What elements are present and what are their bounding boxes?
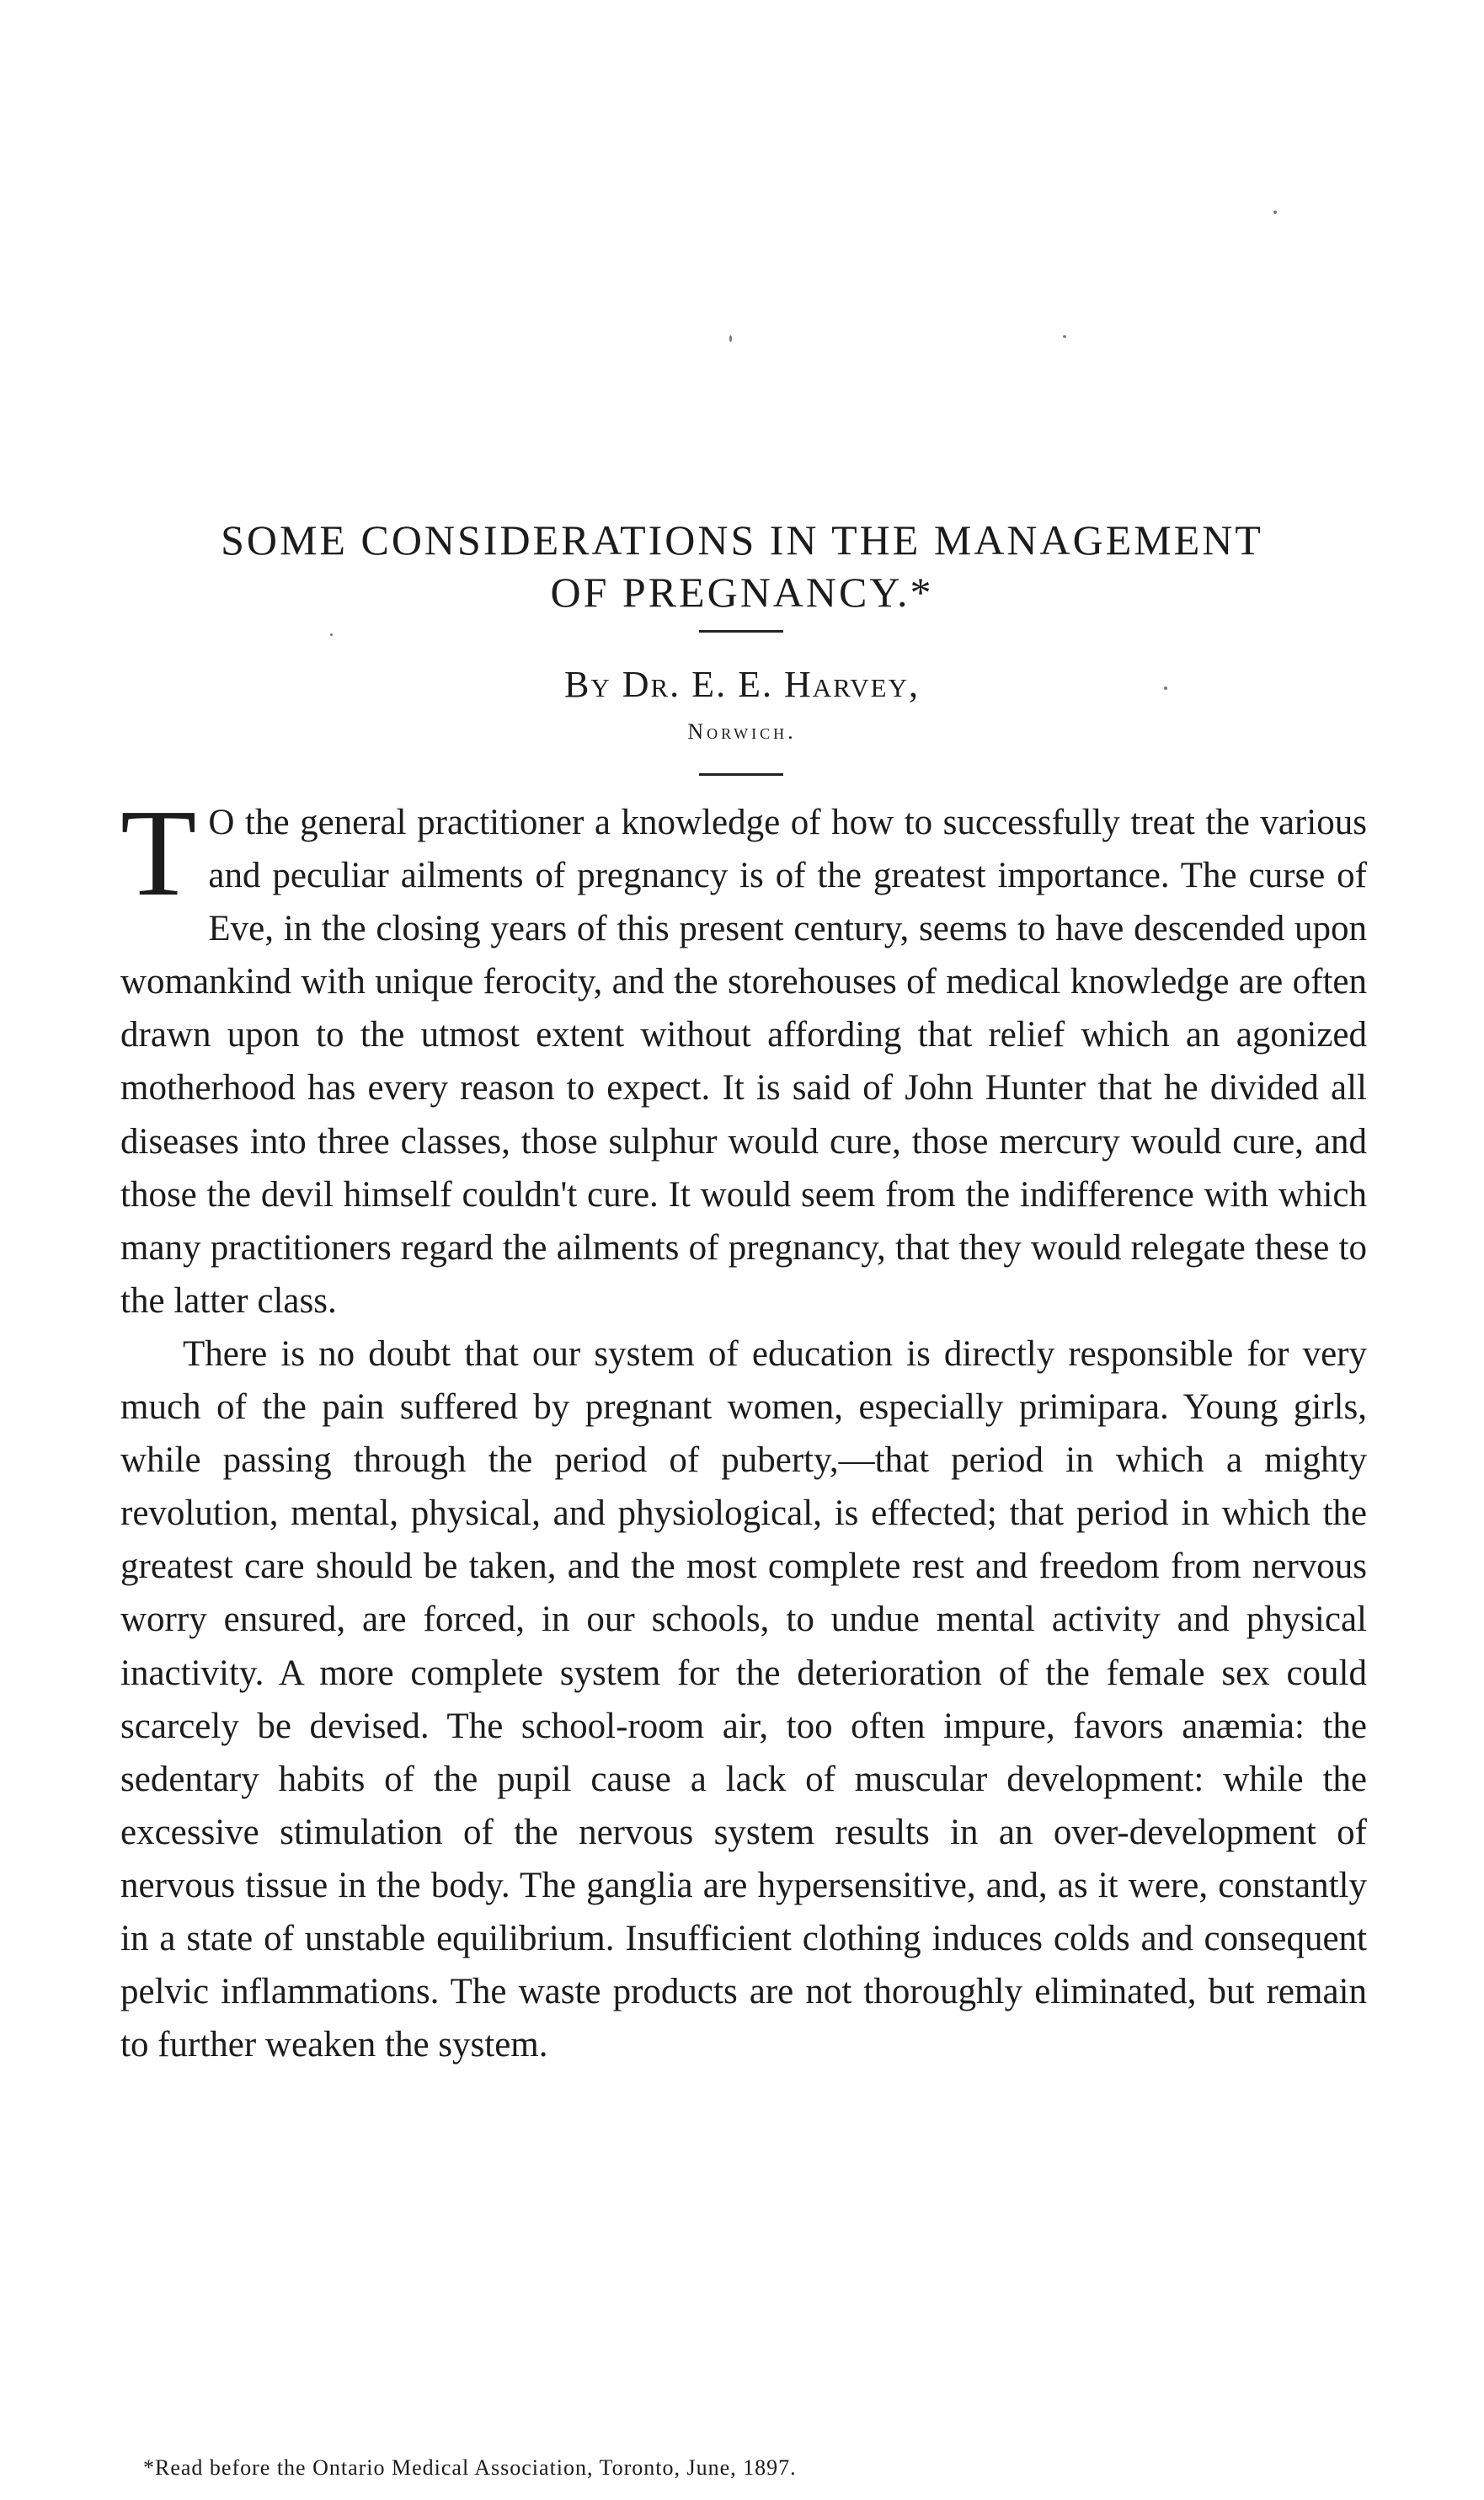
paragraph-1 — [120, 784, 1367, 1327]
author-byline — [0, 661, 1484, 708]
author-location: Norwich. — [687, 719, 797, 744]
drop-cap: T — [120, 784, 197, 922]
article-title-line-1: SOME CONSIDERATIONS IN THE MANAGEMENT — [221, 516, 1263, 564]
byline-rule — [699, 773, 783, 776]
byline-prefix: By — [563, 664, 611, 705]
scan-speck — [729, 335, 732, 342]
paragraph-1-text: O the general practitioner a knowledge of how to successfully treat the various and peculiar ailments of pregnancy is of the greatest importance. The curse of Eve, in the closing years of this present century, seems to have descended upon womankind with unique ferocity, and the storehouses of medical knowledge are often drawn upon to the utmost extent without affording that relief which an agonized motherhood has every reason to expect. It is said of John Hunter that he divided all diseases into three classes, those sulphur would cure, those mercury would cure, and those the devil himself couldn't cure. It would seem from the indifference with which many practitioners regard the ailments of pregnancy, that they would relegate these to the latter class. — [120, 803, 1367, 1321]
scan-speck — [330, 633, 333, 636]
title-rule — [699, 630, 783, 633]
scan-speck — [1273, 211, 1277, 214]
scan-speck — [1063, 335, 1066, 338]
paragraph-2: There is no doubt that our system of education is directly responsible for very much of the pain suffered by pregnant women, especially primipara. Young girls, while passing through the period of puberty,—that period in which a mighty revolution, mental, physical, and physiological, is effected; that period in which the greatest care should be taken, and the most complete rest and freedom from nervous worry ensured, are forced, in our schools, to undue mental activity and physical inactivity. A more complete system for the deterioration of the female sex could scarcely be devised. The school-room air, too often impure, favors anæmia: the sedentary habits of the pupil cause a lack of muscular development: while the excessive stimulation of the nervous system results in an over-development of nervous tissue in the body. The ganglia are hypersensitive, and, as it were, constantly in a state of unstable equilibrium. Insufficient clothing induces colds and consequent pelvic inflammations. The waste products are not thoroughly eliminated, but remain to further weaken the system. — [120, 1333, 1367, 2065]
article-body — [120, 784, 1367, 2071]
article-title-line-2: OF PREGNANCY.* — [550, 569, 934, 616]
author-name: Dr. E. E. Harvey, — [622, 664, 921, 705]
footnote: *Read before the Ontario Medical Association, Toronto, June, 1897. — [143, 2455, 797, 2480]
